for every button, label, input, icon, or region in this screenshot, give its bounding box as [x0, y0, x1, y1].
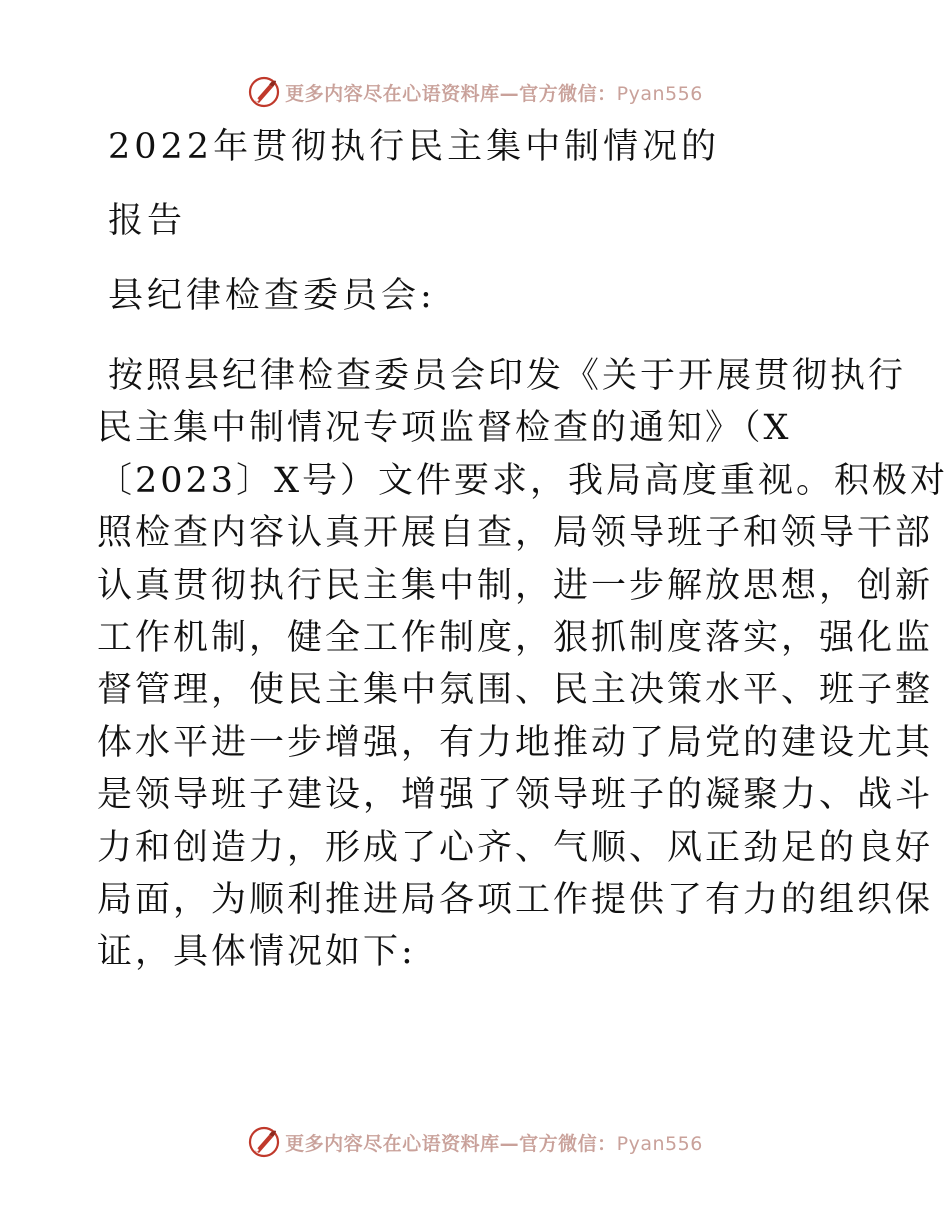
body-line: 〔2023〕X号）文件要求，我局高度重视。积极对 — [97, 460, 948, 501]
quill-pen-logo-icon — [247, 75, 281, 109]
body-line: 力和创造力，形成了心齐、气顺、风正劲足的良好 — [97, 827, 934, 868]
document-title-line-1: 2022年贯彻执行民主集中制情况的 — [108, 127, 721, 167]
body-line: 民主集中制情况专项监督检查的通知》（X — [97, 408, 792, 449]
document-title-line-2: 报告 — [108, 201, 187, 241]
body-line: 局面，为顺利推进局各项工作提供了有力的组织保 — [97, 879, 934, 920]
body-line: 认真贯彻执行民主集中制，进一步解放思想，创新 — [97, 565, 934, 606]
body-line: 体水平进一步增强，有力地推动了局党的建设尤其 — [97, 722, 934, 763]
watermark-account: Pyan556 — [616, 1132, 703, 1155]
document-body-paragraph — [97, 350, 948, 979]
body-line: 按照县纪律检查委员会印发《关于开展贯彻执行 — [108, 356, 907, 396]
body-line: 照检查内容认真开展自查，局领导班子和领导干部 — [97, 513, 934, 554]
footer-watermark — [0, 1122, 950, 1162]
document-salutation: 县纪律检查委员会: — [108, 276, 436, 316]
watermark-text: 更多内容尽在心语资料库—官方微信：Pyan556 — [285, 82, 703, 105]
body-line: 工作机制，健全工作制度，狠抓制度落实，强化监 — [97, 617, 934, 658]
body-line: 是领导班子建设，增强了领导班子的凝聚力、战斗 — [97, 775, 934, 816]
header-watermark — [0, 72, 950, 112]
watermark-text: 更多内容尽在心语资料库—官方微信：Pyan556 — [285, 1132, 703, 1155]
body-line: 证，具体情况如下: — [97, 932, 416, 973]
watermark-account: Pyan556 — [616, 82, 703, 105]
body-line: 督管理，使民主集中氛围、民主决策水平、班子整 — [97, 670, 934, 711]
quill-pen-logo-icon — [247, 1125, 281, 1159]
